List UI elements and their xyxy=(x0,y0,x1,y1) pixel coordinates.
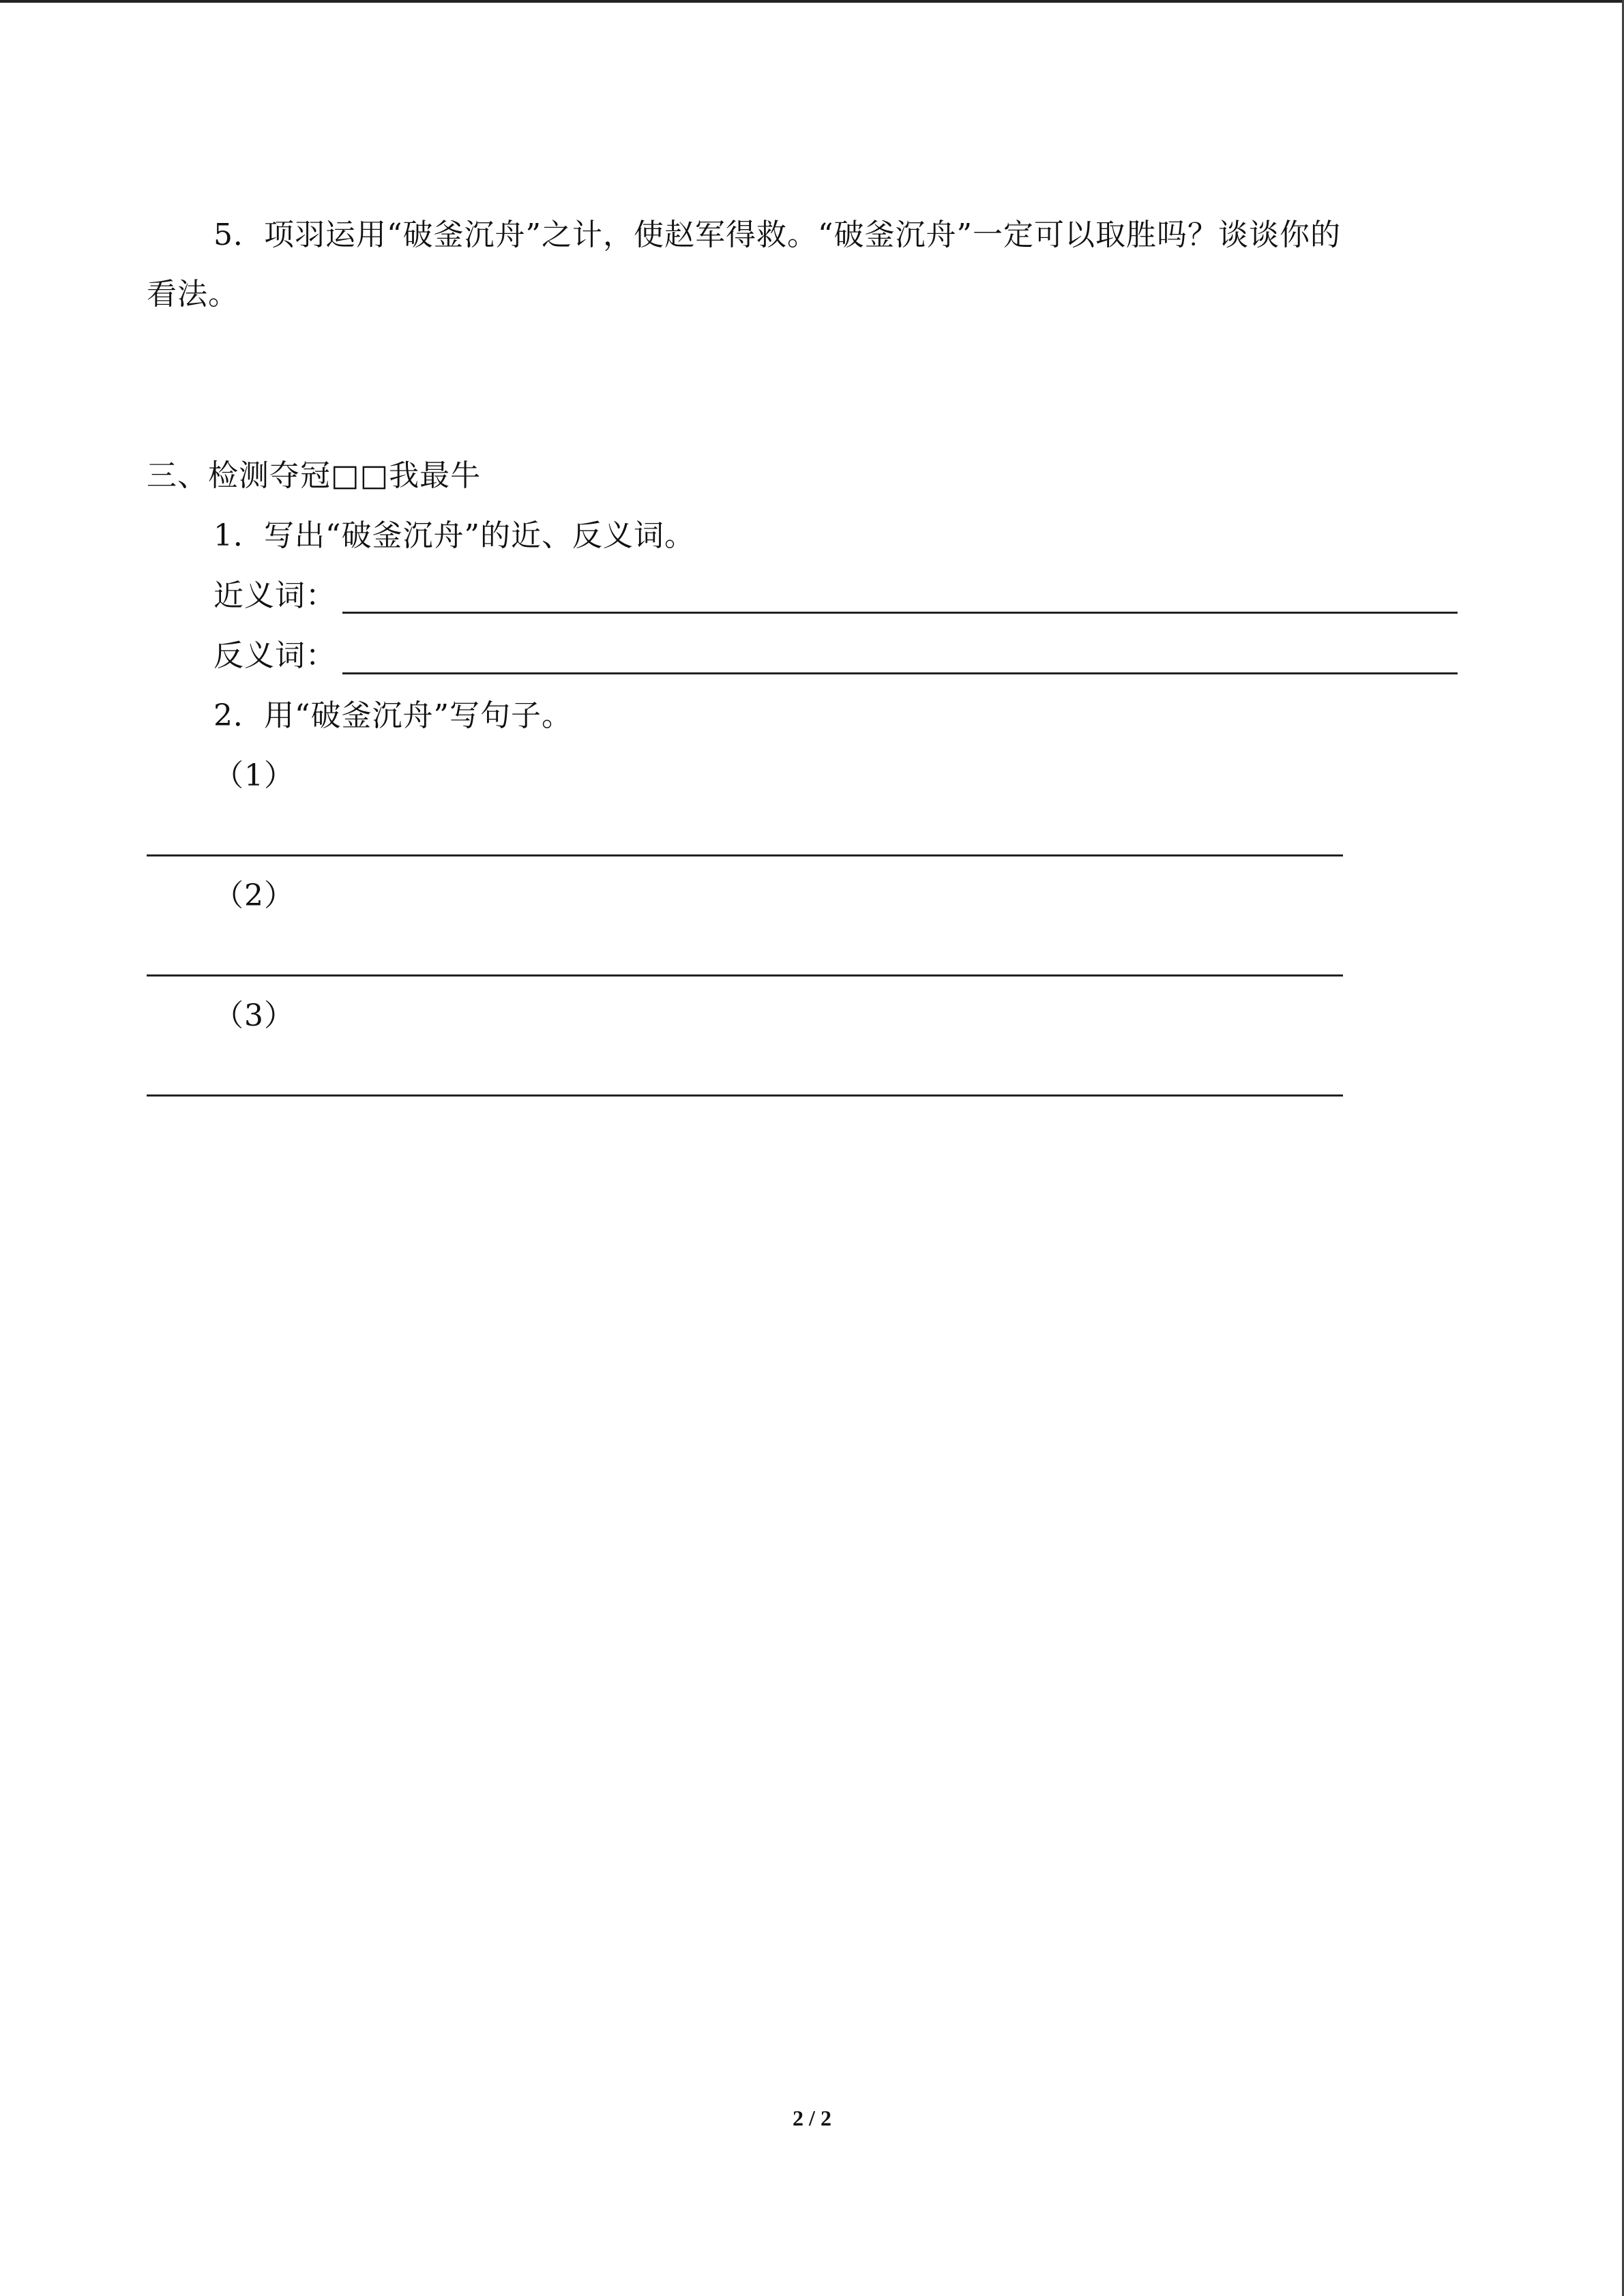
antonym-label: 反义词： xyxy=(213,638,336,673)
question-5-line-2: 看法。 xyxy=(147,277,239,312)
sentence-item-2-label: （2） xyxy=(213,878,295,913)
antonym-answer-line[interactable] xyxy=(342,672,1458,674)
synonym-answer-line[interactable] xyxy=(342,612,1458,614)
question-1-prompt: 1．写出“破釜沉舟”的近、反义词。 xyxy=(213,518,695,553)
page-number: 2 / 2 xyxy=(793,2106,831,2130)
page-top-border xyxy=(0,0,1624,3)
question-2-prompt: 2．用“破釜沉舟”写句子。 xyxy=(213,698,572,733)
synonym-label: 近义词： xyxy=(213,578,336,613)
sentence-item-1-label: （1） xyxy=(213,758,295,793)
sentence-3-answer-line[interactable] xyxy=(147,1094,1343,1097)
section-3-heading: 三、检测夺冠□□我最牛 xyxy=(147,458,482,493)
sentence-item-3-label: （3） xyxy=(213,998,295,1033)
sentence-1-answer-line[interactable] xyxy=(147,854,1343,856)
sentence-2-answer-line[interactable] xyxy=(147,974,1343,976)
question-5-line-1: 5．项羽运用“破釜沉舟”之计，使赵军得救。“破釜沉舟”一定可以取胜吗？谈谈你的 xyxy=(213,218,1341,252)
